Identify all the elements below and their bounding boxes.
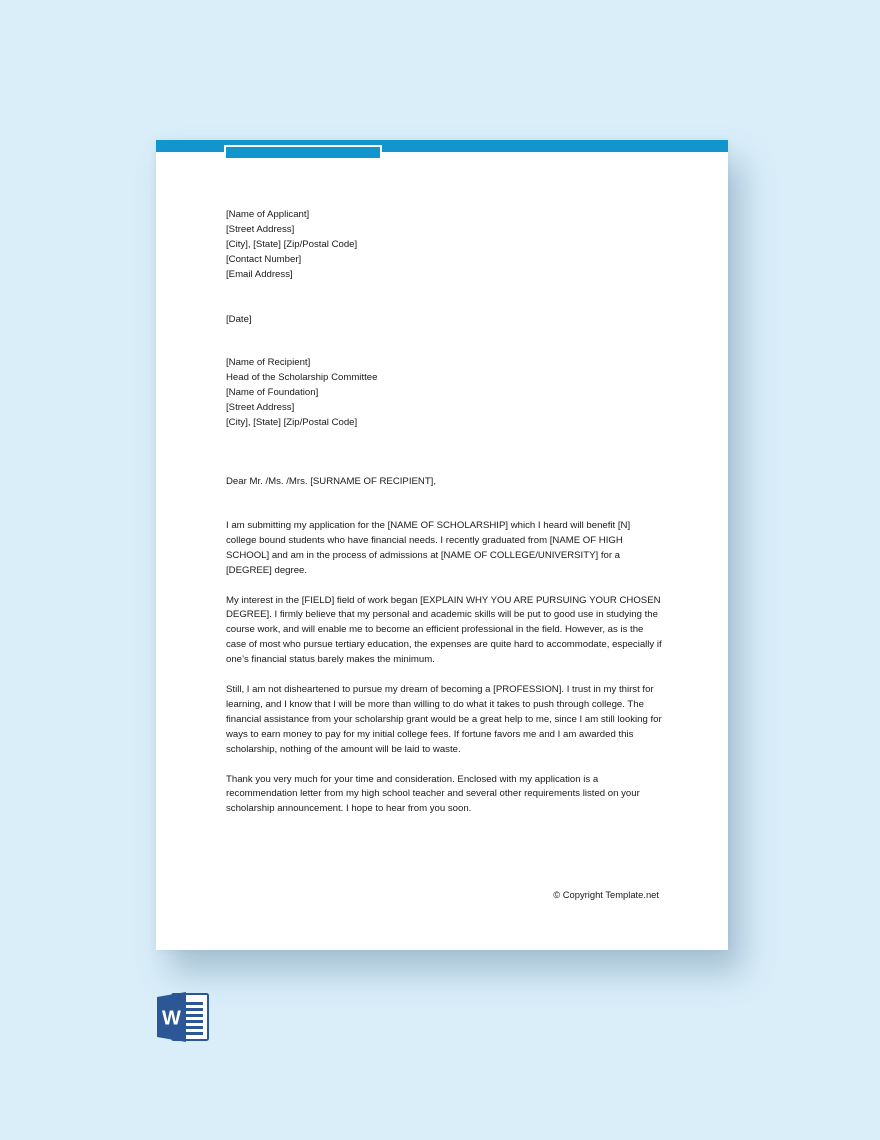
recipient-city: [City], [State] [Zip/Postal Code] (226, 417, 358, 429)
letter-page (156, 140, 728, 950)
word-icon-letter: W (162, 1007, 181, 1030)
copyright-notice: © Copyright Template.net (553, 889, 659, 900)
recipient-title: Head of the Scholarship Committee (226, 372, 378, 384)
sender-email: [Email Address] (226, 268, 293, 280)
recipient-block (226, 356, 662, 431)
sender-contact: [Contact Number] (226, 253, 302, 265)
recipient-name: [Name of Recipient] (226, 357, 311, 369)
body-paragraph-4: Thank you very much for your time and consideration. Enclosed with my application is a recommendation letter from my high school teacher and several other requirements listed on your scholarship announcement. I hope to hear from you soon. (226, 773, 640, 815)
letter-body (226, 208, 662, 832)
letter-date: [Date] (226, 313, 252, 325)
salutation: Dear Mr. /Ms. /Mrs. [SURNAME OF RECIPIENT], (226, 475, 437, 487)
recipient-foundation: [Name of Foundation] (226, 387, 319, 399)
header-accent-tab (224, 145, 382, 160)
sender-city: [City], [State] [Zip/Postal Code] (226, 238, 358, 250)
sender-name: [Name of Applicant] (226, 209, 310, 220)
recipient-street: [Street Address] (226, 402, 295, 414)
body-paragraph-1: I am submitting my application for the [NAME OF SCHOLARSHIP] which I heard will benefit [N] college bound students who have financial needs. I recently graduated from [NAME OF HIGH SCHOOL] and am in the process of admissions at [NAME OF COLLEGE/UNIVERSITY] for a [DEGREE] degree. (226, 519, 631, 576)
sender-block (226, 208, 662, 283)
body-paragraph-2: My interest in the [FIELD] field of work began [EXPLAIN WHY YOU ARE PURSUING YOUR CHOSEN DEGREE]. I firmly believe that my personal and academic skills will be put to good use in studying the course work, and will enable me to become an efficient professional in the field. However, as is the case of most who pursue tertiary education, the expenses are quite hard to accommodate, especially if one’s financial status barely makes the minimum. (226, 594, 662, 666)
body-paragraph-3: Still, I am not disheartened to pursue my dream of becoming a [PROFESSION]. I trust in my thirst for learning, and I know that I will be more than willing to do what it takes to push through college. The financial assistance from your scholarship grant would be a great help to me, since I am still looking for ways to earn money to pay for my initial college fees. If fortune favors me and I am awarded this scholarship, nothing of the amount will be laid to waste. (226, 684, 662, 755)
sender-street: [Street Address] (226, 223, 295, 235)
microsoft-word-icon (155, 991, 211, 1043)
